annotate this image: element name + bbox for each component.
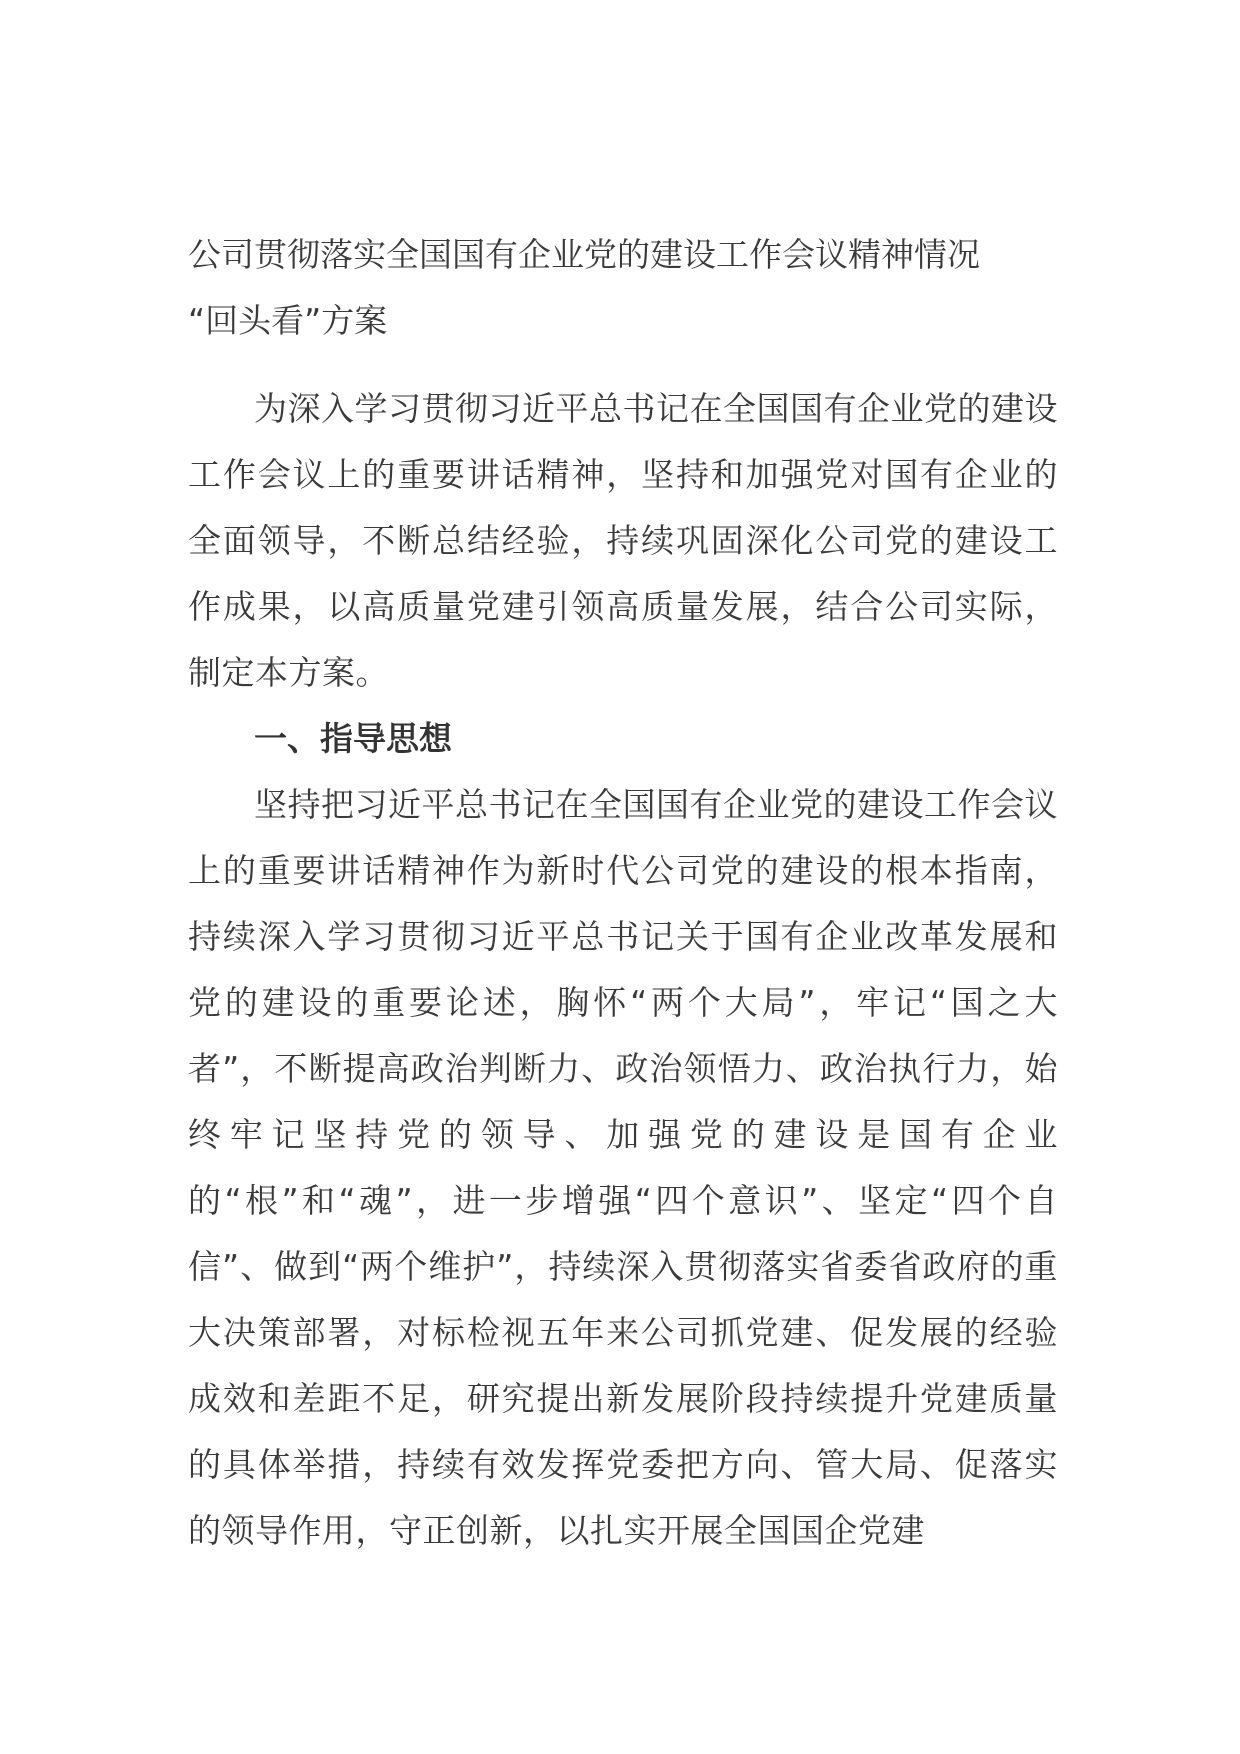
guiding-ideology-paragraph: 坚持把习近平总书记在全国国有企业党的建设工作会议上的重要讲话精神作为新时代公司党的建设的根本指南，持续深入学习贯彻习近平总书记关于国有企业改革发展和党的建设的重要论述，胸怀“两个大局”，牢记“国之大者”，不断提高政治判断力、政治领悟力、政治执行力，始终牢记坚持党的领导、加强党的建设是国有企业的“根”和“魂”，进一步增强“四个意识”、坚定“四个自信”、做到“两个维护”，持续深入贯彻落实省委省政府的重大决策部署，对标检视五年来公司抓党建、促发展的经验成效和差距不足，研究提出新发展阶段持续提升党建质量的具体举措，持续有效发挥党委把方向、管大局、促落实的领导作用，守正创新，以扎实开展全国国企党建 xyxy=(188,785,1058,1550)
document-content xyxy=(188,222,1058,1564)
title-line-2: “回头看”方案 xyxy=(188,301,388,340)
title-line-1: 公司贯彻落实全国国有企业党的建设工作会议精神情况 xyxy=(188,235,980,274)
section-heading-guiding-ideology: 一、指导思想 xyxy=(254,719,452,758)
document-title xyxy=(188,222,1058,354)
intro-paragraph: 为深入学习贯彻习近平总书记在全国国有企业党的建设工作会议上的重要讲话精神，坚持和加强党对国有企业的全面领导，不断总结经验，持续巩固深化公司党的建设工作成果，以高质量党建引领高质量发展，结合公司实际，制定本方案。 xyxy=(188,389,1058,692)
